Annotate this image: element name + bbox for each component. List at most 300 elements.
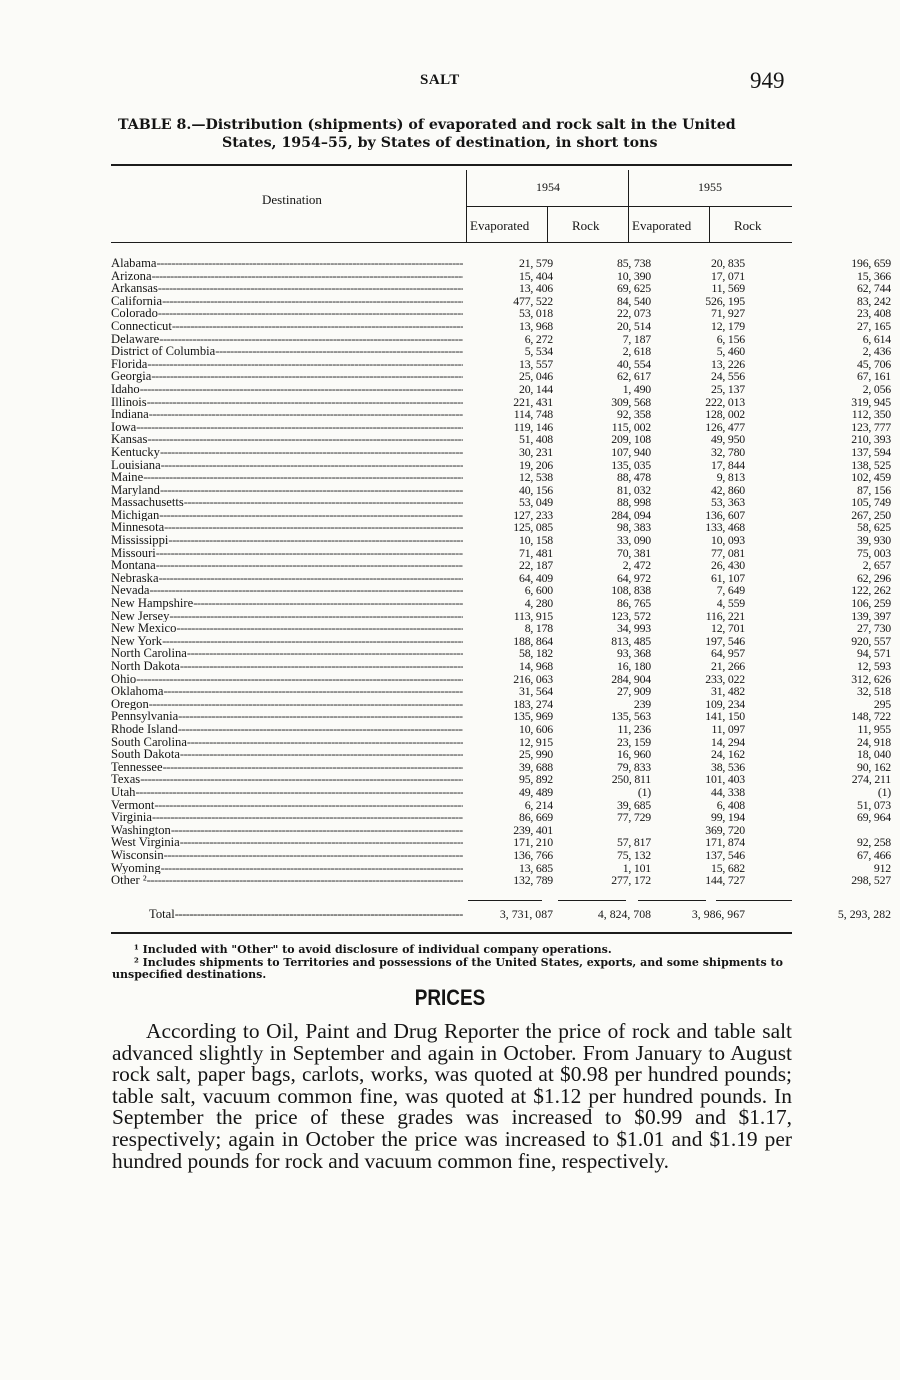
table-row: [111, 747, 891, 762]
cell-evaporated-1954: 30, 231: [519, 444, 553, 459]
cell-rock-1954: 2, 472: [622, 558, 651, 573]
cell-rock-1955: 23, 408: [857, 306, 891, 321]
cell-evaporated-1954: 12, 538: [519, 470, 553, 485]
table-row: [111, 306, 891, 321]
cell-rock-1954: 77, 729: [617, 810, 651, 825]
row-destination: Arizona -----: [111, 270, 463, 283]
table-body: [111, 256, 891, 888]
table-row: [111, 824, 791, 837]
cell-evaporated-1955: 128, 002: [705, 407, 745, 422]
cell-evaporated-1954: 25, 990: [519, 747, 553, 762]
cell-rock-1955: 102, 459: [851, 470, 891, 485]
row-destination: Montana -----: [111, 559, 463, 572]
cell-rock-1954: 1, 101: [622, 860, 651, 875]
cell-rock-1955: 24, 918: [857, 734, 891, 749]
cell-evaporated-1955: 31, 482: [711, 684, 745, 699]
cell-evaporated-1954: 119, 146: [513, 419, 553, 434]
cell-rock-1954: 123, 572: [611, 608, 651, 623]
cell-rock-1954: 79, 833: [617, 759, 651, 774]
table-row: [111, 268, 891, 283]
table-row: [111, 356, 891, 371]
header-year-1954: 1954: [536, 180, 560, 194]
table-row: [111, 331, 891, 346]
cell-evaporated-1955: 12, 179: [711, 318, 745, 333]
table-row: [111, 810, 891, 825]
row-destination: Massachusetts -----: [111, 496, 463, 509]
cell-rock-1954: 284, 094: [611, 507, 651, 522]
table-row: [111, 495, 891, 510]
cell-evaporated-1955: 64, 957: [711, 646, 745, 661]
cell-evaporated-1954: 221, 431: [513, 394, 553, 409]
cell-evaporated-1955: 25, 137: [711, 381, 745, 396]
section-title-prices: PRICES: [414, 985, 486, 1010]
row-destination: Virginia -----: [111, 811, 463, 824]
cell-rock-1955: 139, 397: [851, 608, 891, 623]
cell-evaporated-1955: 17, 071: [711, 268, 745, 283]
table-row: [111, 772, 891, 787]
cell-evaporated-1954: 58, 182: [519, 646, 553, 661]
cell-evaporated-1954: 188, 864: [513, 633, 553, 648]
prices-paragraph: According to Oil, Paint and Drug Reporter the price of rock and table salt advanced slightly in September and again in October. From January to August rock salt, paper bags, carlots, works, was quoted at $0.98 per hundred pounds; table salt, vacuum common fine, was quoted at $1.12 per hundred pounds. In September the price of these grades was increased to $0.99 and $1.17, respectively; again in October the price was increased to $1.01 and $1.19 per hundred pounds for rock and vacuum common fine, respectively.: [112, 1019, 792, 1173]
cell-evaporated-1955: 369, 720: [705, 822, 745, 837]
cell-rock-1954: 115, 002: [611, 419, 651, 434]
cell-evaporated-1955: 77, 081: [711, 545, 745, 560]
cell-rock-1955: 94, 571: [857, 646, 891, 661]
total-rule-4: [716, 900, 792, 901]
cell-evaporated-1954: 39, 688: [519, 759, 553, 774]
row-destination: Illinois -----: [111, 396, 463, 409]
cell-rock-1954: 209, 108: [611, 432, 651, 447]
cell-rock-1954: 64, 972: [617, 570, 651, 585]
cell-rock-1954: 92, 358: [617, 407, 651, 422]
cell-rock-1955: 62, 296: [857, 570, 891, 585]
cell-evaporated-1954: 10, 606: [519, 721, 553, 736]
cell-rock-1954: 98, 383: [617, 520, 651, 535]
table-row: [111, 533, 891, 548]
row-destination: New Jersey -----: [111, 610, 463, 623]
cell-evaporated-1954: 22, 187: [519, 558, 553, 573]
cell-rock-1955: 210, 393: [851, 432, 891, 447]
cell-rock-1954: 75, 132: [617, 847, 651, 862]
cell-rock-1955: 75, 003: [857, 545, 891, 560]
row-destination: Delaware -----: [111, 333, 463, 346]
cell-rock-1954: 88, 998: [617, 495, 651, 510]
row-destination: Colorado -----: [111, 307, 463, 320]
footnote-2: ² Includes shipments to Territories and possessions of the United States, exports, and some shipments to unspecified destinations.: [112, 955, 783, 982]
cell-evaporated-1954: 4, 280: [524, 596, 553, 611]
cell-evaporated-1955: 6, 408: [716, 797, 745, 812]
table-row: [111, 709, 891, 724]
header-year-underline: [467, 206, 792, 207]
cell-rock-1954: 22, 073: [617, 306, 651, 321]
table-row: [111, 432, 891, 447]
row-destination: Indiana -----: [111, 408, 463, 421]
cell-rock-1954: 62, 617: [617, 369, 651, 384]
cell-rock-1955: 295: [873, 696, 891, 711]
cell-rock-1954: 284, 904: [611, 671, 651, 686]
cell-rock-1955: 83, 242: [857, 293, 891, 308]
table-row: [111, 684, 891, 699]
row-destination: Nebraska -----: [111, 572, 463, 585]
cell-rock-1954: 10, 390: [617, 268, 651, 283]
cell-evaporated-1955: 24, 556: [711, 369, 745, 384]
cell-rock-1955: 196, 659: [851, 256, 891, 270]
cell-rock-1955: 138, 525: [851, 457, 891, 472]
row-destination: Minnesota -----: [111, 521, 463, 534]
row-destination: Georgia -----: [111, 370, 463, 383]
cell-evaporated-1955: 61, 107: [711, 570, 745, 585]
cell-evaporated-1955: 10, 093: [711, 533, 745, 548]
row-destination: Oregon -----: [111, 698, 463, 711]
cell-evaporated-1954: 49, 489: [519, 784, 553, 799]
row-destination: West Virginia -----: [111, 836, 463, 849]
cell-rock-1955: 92, 258: [857, 835, 891, 850]
cell-evaporated-1954: 53, 049: [519, 495, 553, 510]
cell-rock-1954: 813, 485: [611, 633, 651, 648]
cell-rock-1954: 23, 159: [617, 734, 651, 749]
cell-evaporated-1955: 13, 226: [711, 356, 745, 371]
cell-rock-1955: 319, 945: [851, 394, 891, 409]
total-rock-1954: 4, 824, 708: [597, 907, 651, 921]
row-destination: Utah -----: [111, 786, 463, 799]
cell-rock-1955: 11, 955: [857, 721, 891, 736]
cell-evaporated-1955: 116, 221: [705, 608, 745, 623]
cell-rock-1954: 57, 817: [617, 835, 651, 850]
row-destination: New York -----: [111, 635, 463, 648]
table-row: [111, 570, 891, 585]
cell-rock-1954: 11, 236: [617, 721, 651, 736]
cell-evaporated-1954: 183, 274: [513, 696, 553, 711]
row-destination: Maine -----: [111, 471, 463, 484]
row-destination: Mississippi -----: [111, 534, 463, 547]
cell-rock-1954: 239: [633, 696, 651, 711]
cell-rock-1955: 45, 706: [857, 356, 891, 371]
cell-evaporated-1955: 233, 022: [705, 671, 745, 686]
table-row: [111, 759, 891, 774]
row-destination: Alabama -----: [111, 257, 463, 270]
cell-evaporated-1955: 136, 607: [705, 507, 745, 522]
cell-evaporated-1955: 20, 835: [711, 256, 745, 270]
cell-rock-1954: 250, 811: [611, 772, 651, 787]
running-head: [0, 68, 900, 98]
cell-evaporated-1955: 32, 780: [711, 444, 745, 459]
cell-evaporated-1954: 31, 564: [519, 684, 553, 699]
table-row: [111, 847, 891, 862]
table-row: [111, 608, 891, 623]
cell-evaporated-1954: 19, 206: [519, 457, 553, 472]
table-row: [111, 696, 891, 711]
cell-evaporated-1955: 5, 460: [716, 344, 745, 359]
cell-rock-1954: 135, 035: [611, 457, 651, 472]
cell-rock-1955: 312, 626: [851, 671, 891, 686]
cell-evaporated-1955: 9, 813: [716, 470, 745, 485]
cell-rock-1955: 69, 964: [857, 810, 891, 825]
header-divider-rock-1954: [547, 207, 548, 242]
cell-evaporated-1955: 49, 950: [711, 432, 745, 447]
cell-rock-1955: 274, 211: [851, 772, 891, 787]
row-destination: North Carolina -----: [111, 647, 463, 660]
table-top-rule: [111, 164, 792, 166]
row-destination: Texas -----: [111, 773, 463, 786]
row-destination: Michigan -----: [111, 509, 463, 522]
row-destination: Tennessee -----: [111, 761, 463, 774]
cell-evaporated-1954: 6, 272: [524, 331, 553, 346]
cell-evaporated-1954: 114, 748: [513, 407, 553, 422]
table-caption: [118, 117, 798, 152]
row-destination: District of Columbia -----: [111, 345, 463, 358]
cell-evaporated-1954: 477, 522: [513, 293, 553, 308]
cell-evaporated-1955: 144, 727: [705, 873, 745, 888]
table-row: [111, 797, 891, 812]
cell-evaporated-1954: 12, 915: [519, 734, 553, 749]
table-row: [111, 860, 891, 875]
table-row: [111, 457, 891, 472]
cell-evaporated-1954: 13, 685: [519, 860, 553, 875]
cell-rock-1955: 39, 930: [857, 533, 891, 548]
cell-rock-1954: 20, 514: [617, 318, 651, 333]
row-destination: North Dakota -----: [111, 660, 463, 673]
cell-rock-1954: 16, 180: [617, 659, 651, 673]
table-row: [111, 470, 891, 485]
cell-rock-1954: 309, 568: [611, 394, 651, 409]
cell-rock-1954: 108, 838: [611, 583, 651, 598]
cell-evaporated-1955: 137, 546: [705, 847, 745, 862]
cell-rock-1955: 90, 162: [857, 759, 891, 774]
cell-rock-1954: 39, 685: [617, 797, 651, 812]
cell-rock-1954: 277, 172: [611, 873, 651, 888]
cell-rock-1955: 267, 250: [851, 507, 891, 522]
cell-evaporated-1954: 40, 156: [519, 482, 553, 497]
table-row: [111, 784, 891, 799]
cell-evaporated-1954: 136, 766: [513, 847, 553, 862]
cell-evaporated-1954: 53, 018: [519, 306, 553, 321]
cell-rock-1955: 32, 518: [857, 684, 891, 699]
cell-rock-1954: 135, 563: [611, 709, 651, 724]
cell-evaporated-1955: 15, 682: [711, 860, 745, 875]
row-destination: South Dakota -----: [111, 748, 463, 761]
page-number: 949: [750, 68, 785, 93]
table-row: [111, 596, 891, 611]
cell-rock-1955: 912: [873, 860, 891, 875]
row-destination: South Carolina -----: [111, 736, 463, 749]
total-rock-1955: 5, 293, 282: [837, 907, 891, 921]
row-destination: Idaho -----: [111, 383, 463, 396]
row-destination: Arkansas -----: [111, 282, 463, 295]
total-rule-1: [468, 900, 542, 901]
row-destination: Missouri -----: [111, 547, 463, 560]
cell-rock-1954: 40, 554: [617, 356, 651, 371]
total-label: Total -----: [149, 907, 463, 921]
total-rule-2: [558, 900, 626, 901]
row-destination: Maryland -----: [111, 484, 463, 497]
cell-rock-1954: 93, 368: [617, 646, 651, 661]
cell-rock-1954: 69, 625: [617, 281, 651, 296]
header-year-1955: 1955: [698, 180, 722, 194]
cell-rock-1955: 27, 165: [857, 318, 891, 333]
row-destination: Louisiana -----: [111, 459, 463, 472]
cell-evaporated-1955: 171, 874: [705, 835, 745, 850]
cell-evaporated-1954: 86, 669: [519, 810, 553, 825]
cell-evaporated-1954: 171, 210: [513, 835, 553, 850]
table-caption-line1: TABLE 8.—Distribution (shipments) of evaporated and rock salt in the United: [118, 117, 736, 133]
table-total-row: [111, 907, 891, 921]
cell-rock-1954: 1, 490: [622, 381, 651, 396]
table-row: [111, 281, 891, 296]
total-rule-3: [638, 900, 706, 901]
row-destination: Vermont -----: [111, 799, 463, 812]
row-destination: Wyoming -----: [111, 862, 463, 875]
cell-evaporated-1954: 25, 046: [519, 369, 553, 384]
cell-rock-1954: 88, 478: [617, 470, 651, 485]
cell-evaporated-1954: 113, 915: [513, 608, 553, 623]
cell-evaporated-1954: 20, 144: [519, 381, 553, 396]
cell-evaporated-1955: 21, 266: [711, 659, 745, 673]
cell-evaporated-1955: 14, 294: [711, 734, 745, 749]
row-destination: California -----: [111, 295, 463, 308]
table-row: [111, 256, 891, 270]
cell-evaporated-1955: 11, 097: [711, 721, 745, 736]
cell-rock-1954: 85, 738: [617, 256, 651, 270]
cell-evaporated-1954: 8, 178: [524, 621, 553, 636]
cell-rock-1955: 67, 161: [857, 369, 891, 384]
cell-rock-1955: 58, 625: [857, 520, 891, 535]
cell-rock-1955: 920, 557: [851, 633, 891, 648]
cell-rock-1955: 137, 594: [851, 444, 891, 459]
cell-rock-1954: 33, 090: [617, 533, 651, 548]
cell-evaporated-1955: 7, 649: [716, 583, 745, 598]
cell-rock-1955: 123, 777: [851, 419, 891, 434]
row-destination: Washington -----: [111, 824, 463, 837]
cell-rock-1955: 2, 056: [862, 381, 891, 396]
cell-evaporated-1955: 126, 477: [705, 419, 745, 434]
table-row: [111, 344, 891, 359]
cell-rock-1954: 16, 960: [617, 747, 651, 762]
cell-evaporated-1954: 5, 534: [524, 344, 553, 359]
table-row: [111, 482, 891, 497]
cell-evaporated-1955: 4, 559: [716, 596, 745, 611]
cell-rock-1955: 6, 614: [862, 331, 891, 346]
cell-evaporated-1955: 133, 468: [705, 520, 745, 535]
row-destination: Nevada -----: [111, 584, 463, 597]
cell-rock-1955: 106, 259: [851, 596, 891, 611]
row-destination: Connecticut -----: [111, 320, 463, 333]
table-footnotes: [112, 944, 794, 982]
cell-evaporated-1954: 21, 579: [519, 256, 553, 270]
row-destination: Pennsylvania -----: [111, 710, 463, 723]
cell-rock-1955: 122, 262: [851, 583, 891, 598]
table-row: [111, 671, 891, 686]
table-row: [111, 583, 891, 598]
cell-rock-1954: 107, 940: [611, 444, 651, 459]
cell-evaporated-1955: 71, 927: [711, 306, 745, 321]
cell-rock-1954: 2, 618: [622, 344, 651, 359]
cell-evaporated-1954: 64, 409: [519, 570, 553, 585]
cell-evaporated-1955: 11, 569: [711, 281, 745, 296]
cell-evaporated-1954: 125, 085: [513, 520, 553, 535]
table-row: [111, 520, 891, 535]
total-evaporated-1955: 3, 986, 967: [691, 907, 745, 921]
cell-rock-1955: 18, 040: [857, 747, 891, 762]
cell-evaporated-1954: 132, 789: [513, 873, 553, 888]
cell-evaporated-1955: 109, 234: [705, 696, 745, 711]
cell-evaporated-1955: 6, 156: [716, 331, 745, 346]
table-row: [111, 318, 891, 333]
cell-evaporated-1955: 141, 150: [705, 709, 745, 724]
cell-rock-1954: 86, 765: [617, 596, 651, 611]
cell-rock-1955: 67, 466: [857, 847, 891, 862]
cell-rock-1955: 27, 730: [857, 621, 891, 636]
table-row: [111, 419, 891, 434]
cell-rock-1955: 87, 156: [857, 482, 891, 497]
cell-rock-1955: 2, 436: [862, 344, 891, 359]
cell-evaporated-1954: 51, 408: [519, 432, 553, 447]
table-row: [111, 381, 891, 396]
cell-evaporated-1954: 13, 968: [519, 318, 553, 333]
cell-rock-1954: 27, 909: [617, 684, 651, 699]
cell-evaporated-1954: 13, 557: [519, 356, 553, 371]
cell-evaporated-1954: 71, 481: [519, 545, 553, 560]
header-destination: Destination: [262, 192, 322, 207]
table-row: [111, 293, 891, 308]
table-row: [111, 659, 891, 673]
cell-evaporated-1954: 10, 158: [519, 533, 553, 548]
cell-evaporated-1955: 101, 403: [705, 772, 745, 787]
cell-rock-1954: 7, 187: [622, 331, 651, 346]
cell-evaporated-1955: 44, 338: [711, 784, 745, 799]
header-bottom-rule: [111, 242, 792, 243]
table-row: [111, 444, 891, 459]
running-head-section: SALT: [420, 72, 460, 88]
cell-evaporated-1955: 12, 701: [711, 621, 745, 636]
cell-evaporated-1955: 53, 363: [711, 495, 745, 510]
cell-evaporated-1955: 99, 194: [711, 810, 745, 825]
footnote-1: ¹ Included with "Other" to avoid disclosure of individual company operations.: [134, 943, 612, 956]
table-row: [111, 646, 891, 661]
cell-evaporated-1955: 17, 844: [711, 457, 745, 472]
cell-evaporated-1954: 135, 969: [513, 709, 553, 724]
table-row: [111, 545, 891, 560]
table-row: [111, 407, 891, 422]
cell-rock-1955: 51, 073: [857, 797, 891, 812]
table-bottom-rule: [111, 932, 792, 934]
cell-rock-1955: 62, 744: [857, 281, 891, 296]
table-caption-line2: States, 1954–55, by States of destination, in short tons: [222, 134, 658, 151]
header-rock-1955: Rock: [734, 218, 762, 233]
row-destination: Iowa -----: [111, 421, 463, 434]
cell-rock-1955: (1): [877, 784, 891, 799]
cell-evaporated-1954: 239, 401: [513, 822, 553, 837]
cell-evaporated-1954: 6, 214: [524, 797, 553, 812]
row-destination: New Hampshire -----: [111, 597, 463, 610]
cell-evaporated-1955: 526, 195: [705, 293, 745, 308]
table-row: [111, 873, 891, 888]
row-destination: Ohio -----: [111, 673, 463, 686]
table-row: [111, 721, 891, 736]
cell-evaporated-1954: 216, 063: [513, 671, 553, 686]
total-evaporated-1954: 3, 731, 087: [499, 907, 553, 921]
table-row: [111, 621, 891, 636]
cell-rock-1954: 81, 032: [617, 482, 651, 497]
cell-evaporated-1954: 127, 233: [513, 507, 553, 522]
row-destination: Oklahoma -----: [111, 685, 463, 698]
row-destination: Florida -----: [111, 358, 463, 371]
cell-rock-1955: 2, 657: [862, 558, 891, 573]
cell-evaporated-1955: 222, 013: [705, 394, 745, 409]
row-destination: Other ² -----: [111, 874, 463, 887]
row-destination: Kansas -----: [111, 433, 463, 446]
cell-rock-1954: 84, 540: [617, 293, 651, 308]
cell-evaporated-1955: 26, 430: [711, 558, 745, 573]
